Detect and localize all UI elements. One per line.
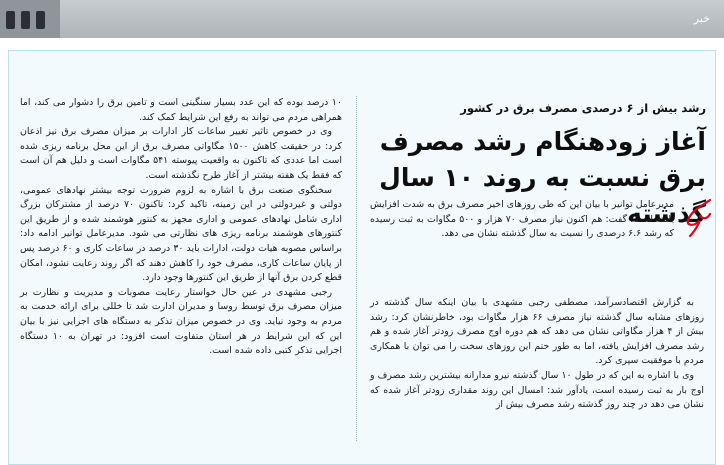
- paragraph: سخنگوی صنعت برق با اشاره به لزوم ضرورت توجه بیشتر نهادهای عمومی، دولتی و غیردولتی در این زمینه، تاکید کرد: تاکنون ۷۰ درصد از مشترکان بزرگ اداری شامل نهادهای عمومی و اداری مجهز به کنتور هوشمند شده و از طریق این کنتورهای هوشمند برنامه ریزی های نظارتی می شود. مدیرعامل توانیر ادامه داد: براساس مصوبه هیات دولت، ادارات باید ۳۰ درصد در ساعات کاری و ۶۰ درصد پس از پایان ساعات کاری، مصرف خود را کاهش دهند که اگر روند رعایت نشود، امکان قطع کردن برق آنها از طریق این کنتورها وجود دارد.: [20, 184, 343, 284]
- article-kicker: رشد بیش از ۶ درصدی مصرف برق در کشور: [460, 101, 706, 115]
- signature-mark: [684, 196, 714, 240]
- paragraph: وی در خصوص تاثیر تغییر ساعات کار ادارات بر میزان مصرف برق نیز اذعان کرد: در حقیقت کاهش ۱۵۰۰ مگاواتی مصرف برق از این محل برنامه ریزی شده است اما عددی که تاکنون به واقعیت پیوسته ۵۴۱ مگاوات است و دلیل هم آن است که فقط یک هفته بیشتر از آغاز طرح نگذشته است.: [20, 126, 342, 181]
- column-marker-icon: [6, 11, 15, 29]
- paragraph: وی با اشاره به این که در طول ۱۰ سال گذشته نیرو مدارانه بیشترین رشد مصرف و اوج بار به ثبت رسیده است، یادآور شد: امسال این روند مقداری زودتر آغاز شده که نشان می دهد در چند روز گذشته رشد مصرف بیش از: [370, 369, 704, 411]
- article-column-left: [20, 96, 342, 359]
- article-column-right: [370, 296, 704, 413]
- page-marks: [6, 11, 45, 29]
- article-lead: [370, 198, 674, 242]
- article-headline: آغاز زودهنگام رشد مصرف برق نسبت به روند ۱۰ سال گذشته: [379, 127, 706, 228]
- column-marker-icon: [36, 11, 45, 29]
- paragraph: به گزارش اقتصادسرآمد، مصطفی رجبی مشهدی با بیان اینکه سال گذشته در روزهای مشابه سال گذشته نیاز مصرف ۶۶ هزار مگاوات بود، خاطرنشان کرد: رشد بیش از ۴ هزار مگاواتی نشان می دهد که هم دوره اوج مصرف زودتر آغاز شده و هم رشد مصرف افزایش یافته، اما به طور حتم این روزهای سخت را می توان با همکاری مردم با موفقیت سپری کرد.: [370, 297, 704, 367]
- paragraph: مدیرعامل توانیر با بیان این که طی روزهای اخیر مصرف برق به شدت افزایش یافته است، گفت: هم اکنون نیاز مصرف ۷۰ هزار و ۵۰۰ مگاوات به ثبت رسیده که رشد ۶.۶ درصدی را نسبت به سال گذشته نشان می دهد.: [370, 199, 674, 240]
- column-divider: [356, 96, 357, 441]
- section-header-bar: [0, 0, 724, 38]
- section-label: خبر: [693, 12, 710, 25]
- paragraph: ۱۰ درصد بوده که این عدد بسیار سنگینی است و تامین برق را دشوار می کند، اما همراهی مردم می تواند به رفع این شرایط کمک کند.: [20, 97, 342, 123]
- paragraph: رجبی مشهدی در عین حال خواستار رعایت مصوبات و مدیریت و نظارت بر میزان مصرف برق توسط روسا و مدیران ادارت شد تا خللی برای ارائه خدمت به مردم به وجود نیاید. وی در خصوص میزان تذکر به دستگاه های اجرایی نیز با بیان این که این شرایط در هر استان متفاوت است افزود: در تهران به ۱۰ دستگاه اجرایی تذکر کتبی داده شده است.: [20, 286, 342, 357]
- column-marker-icon: [21, 11, 30, 29]
